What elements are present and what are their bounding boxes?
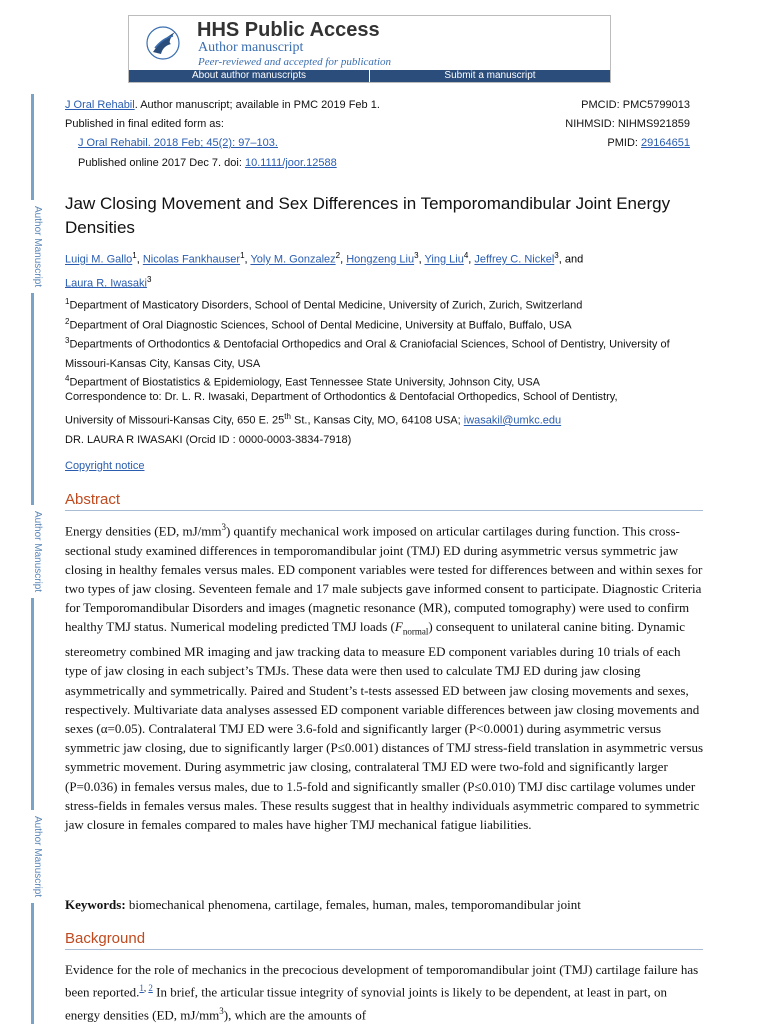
copyright-notice-link[interactable]: Copyright notice xyxy=(65,460,145,472)
hhs-banner xyxy=(128,15,611,83)
correspondence-line: St., Kansas City, MO, 64108 USA; xyxy=(290,414,464,427)
author-link[interactable]: Laura R. Iwasaki xyxy=(65,277,147,290)
abstract-sup: 3 xyxy=(221,522,226,532)
author-sup: 4 xyxy=(463,251,469,260)
affiliation-text: Department of Masticatory Disorders, School of Dental Medicine, University of Zurich, Zurich, Switzerland xyxy=(69,299,583,312)
author-link[interactable]: Nicolas Fankhauser xyxy=(142,253,241,266)
author-sup: 3 xyxy=(414,251,419,260)
author-link[interactable]: Hongzeng Liu xyxy=(346,253,415,266)
hhs-eagle-logo-icon xyxy=(145,22,181,64)
banner-tagline: Peer-reviewed and accepted for publication xyxy=(198,56,392,68)
affiliation-text: Department of Oral Diagnostic Sciences, School of Dental Medicine, University at Buffalo, Buffalo, USA xyxy=(69,319,572,332)
author-sup: 1 xyxy=(240,251,245,260)
citation-link[interactable]: J Oral Rehabil. 2018 Feb; 45(2): 97–103. xyxy=(78,137,278,149)
keywords-text: biomechanical phenomena, cartilage, females, human, males, temporomandibular joint xyxy=(125,897,581,912)
side-label: Author Manuscript xyxy=(23,505,43,598)
pmid-link[interactable]: 29164651 xyxy=(641,137,690,149)
affiliation-sup: 2 xyxy=(65,317,70,326)
nihmsid: NIHMSID: NIHMS921859 xyxy=(565,118,690,130)
ref-link[interactable]: 2 xyxy=(148,983,153,994)
orcid-line: DR. LAURA R IWASAKI (Orcid ID : 0000-0003-3834-7918) xyxy=(65,433,352,446)
pmid-label: PMID: xyxy=(607,137,642,149)
ref-link[interactable]: 1 xyxy=(139,983,144,994)
affiliation-sup: 4 xyxy=(65,374,70,383)
side-label: Author Manuscript xyxy=(23,200,43,293)
author-sup: 3 xyxy=(554,251,559,260)
author-link[interactable]: Jeffrey C. Nickel xyxy=(474,253,555,266)
background-sup: 3 xyxy=(219,1005,224,1016)
background-part: ), which are the amounts of xyxy=(223,1007,367,1023)
force-subscript: normal xyxy=(402,626,429,637)
banner-subtitle: Author manuscript xyxy=(198,40,304,55)
affiliation xyxy=(65,331,695,374)
abstract-part: Energy densities (ED, mJ/mm xyxy=(65,523,222,539)
correspondence-sup: th xyxy=(284,412,291,421)
pmid xyxy=(607,136,690,150)
affiliation-text: Department of Biostatistics & Epidemiology, East Tennessee State University, Johnson City, USA xyxy=(69,376,541,389)
force-symbol: F xyxy=(394,619,403,635)
author-sup: 3 xyxy=(146,274,152,284)
availability-text: . Author manuscript; available in PMC 2019 Feb 1. xyxy=(134,99,380,111)
author-sup: 1 xyxy=(132,251,137,260)
abstract-heading: Abstract xyxy=(65,491,703,511)
availability-line xyxy=(65,98,380,112)
background-part: In brief, the articular tissue integrity of synovial joints is likely to be dependent, at least in part, on energy densities (ED, mJ/mm xyxy=(65,984,667,1023)
abstract-text xyxy=(65,518,705,834)
affiliation-sup: 1 xyxy=(65,297,70,306)
background-part: Evidence for the role of mechanics in the precocious development of temporomandibular joint (TMJ) cartilage failure has been reported. xyxy=(65,962,699,1000)
banner-title: HHS Public Access xyxy=(197,19,380,41)
keywords xyxy=(65,895,705,914)
correspondence-line: University of Missouri-Kansas City, 650 E. 25 xyxy=(65,414,285,427)
affiliation-sup: 3 xyxy=(65,336,70,345)
affiliation-text: Departments of Orthodontics & Dentofacial Orthopedics and Oral & Craniofacial Sciences, School of Dentistry, University of Missouri-Kansas City, Kansas City, USA xyxy=(65,338,670,370)
pmcid: PMCID: PMC5799013 xyxy=(581,99,690,111)
journal-link[interactable]: J Oral Rehabil xyxy=(65,99,135,111)
email-link[interactable]: iwasakil@umkc.edu xyxy=(463,414,562,427)
author-sup: 2 xyxy=(335,251,341,260)
doi-link[interactable]: 10.1111/joor.12588 xyxy=(244,157,337,169)
published-as: Published in final edited form as: xyxy=(65,118,224,130)
side-label: Author Manuscript xyxy=(23,810,43,903)
online-prefix: Published online 2017 Dec 7. doi: xyxy=(78,157,245,169)
author-list: Luigi M. Gallo$^1$, Nicolas Fankhauser$^1$, Yoly M. Gonzalez$^2$, Hongzeng Liu$^3$, Ying Liu$^4$, Jeffrey C. Nickel$^3$, and Laura R. Iwasaki$^3$ xyxy=(65,251,584,290)
submit-manuscript-link[interactable]: Submit a manuscript xyxy=(369,70,610,82)
citation-line xyxy=(78,136,278,150)
about-author-manuscripts-link[interactable]: About author manuscripts xyxy=(129,70,369,82)
correspondence-line: Correspondence to: Dr. L. R. Iwasaki, Department of Orthodontics & Dentofacial Orthopedics, School of Dentistry, xyxy=(65,391,618,403)
abstract-part: ) consequent to unilateral canine biting. Dynamic stereometry combined MR imaging and jaw tracking data to measure ED component variables during 10 trials of each type of jaw closing in each subject’s TMJs. These data were then used to calculate TMJ ED during jaw closing asymmetrically and symmetrically. Paired and Student’s t-tests assessed ED between jaw closing movements and sexes, respectively. Multivariate data analyses assessed ED component variable differences between jaw closing movements and sexes (α=0.05). Contralateral TMJ ED were 3.6-fold and significantly larger (P<0.0001) during asymmetric versus symmetric jaw closing, due to significantly larger (P≤0.001) distances of TMJ stress-field translation in asymmetric versus symmetric movement. During asymmetric jaw closing, contralateral TMJ ED were two-fold and significantly larger (P=0.036) in females versus males, due to 1.5-fold and significantly smaller (P≤0.010) TMJ disc cartilage volumes under stress-fields in females versus males. These results suggest that in healthy individuals asymmetric compared to symmetric jaw closure in females compared to males have higher TMJ mechanical fatigue liabilities. xyxy=(65,619,704,832)
author-link[interactable]: Ying Liu xyxy=(424,253,464,266)
keywords-label: Keywords: xyxy=(65,897,126,912)
published-online xyxy=(78,156,337,170)
author-link[interactable]: Yoly M. Gonzalez xyxy=(250,253,336,266)
abstract-part: ) quantify mechanical work imposed on articular cartilages during function. This cross-sectional study examined differences in temporomandibular joint (TMJ) ED during asymmetric versus symmetric jaw closing in healthy females versus males. ED component variables were tested for differences between and within sexes for two types of jaw closing. Seventeen female and 17 male subjects gave informed consent to participate. Diagnostic Criteria for Temporomandibular Disorders and images (magnetic resonance (MR), computed tomography) were used to confirm healthy TMJ status. Numerical modeling predicted TMJ loads ( xyxy=(65,523,703,635)
ref-sep: , xyxy=(143,983,149,994)
background-text xyxy=(65,960,705,1024)
author-link[interactable]: Luigi M. Gallo xyxy=(65,253,133,266)
background-heading: Background xyxy=(65,930,703,950)
correspondence xyxy=(65,388,715,450)
authors-and: and xyxy=(564,253,584,266)
copyright xyxy=(65,459,145,473)
article-title: Jaw Closing Movement and Sex Differences in Temporomandibular Joint Energy Densities xyxy=(65,194,671,237)
